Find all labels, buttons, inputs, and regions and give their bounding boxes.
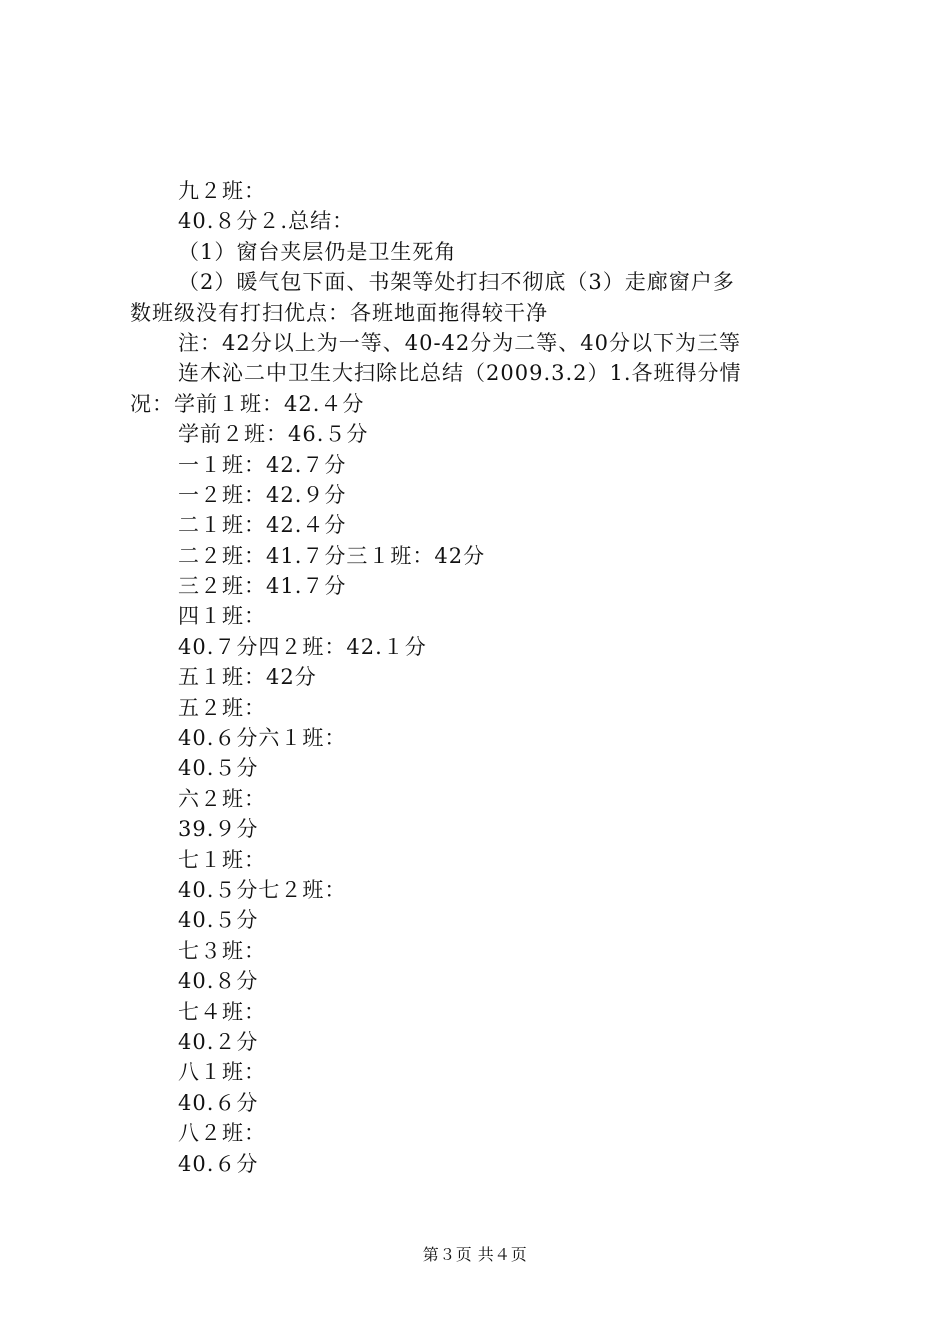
text-line: （2）暖气包下面、书架等处打扫不彻底（3）走廊窗户多 — [178, 270, 735, 295]
text-line: 40.６分 — [178, 1151, 259, 1176]
text-line: 三２班：41.７分 — [178, 574, 347, 599]
text-line: 一１班：42.７分 — [178, 452, 347, 477]
text-line: 40.６分 — [178, 1090, 259, 1115]
text-line: 七３班： — [178, 938, 266, 963]
text-line: 七４班： — [178, 999, 266, 1024]
page-footer: 第３页 共４页 — [422, 1245, 528, 1264]
text-line: 连木沁二中卫生大扫除比总结（2009.3.2）1.各班得分情 — [178, 361, 742, 386]
document-body — [130, 176, 840, 1179]
text-line: 注：42分以上为一等、40-42分为二等、40分以下为三等 — [178, 330, 741, 355]
text-line: （1）窗台夹层仍是卫生死角 — [178, 239, 457, 264]
text-line: 40.７分四２班：42.１分 — [178, 634, 427, 659]
text-line: 六２班： — [178, 786, 266, 811]
text-line: 40.８分 — [178, 969, 259, 994]
text-line: 四１班： — [178, 604, 266, 629]
text-line: 40.５分七２班： — [178, 877, 347, 902]
text-line: 八１班： — [178, 1060, 266, 1085]
text-line: 数班级没有打扫优点：各班地面拖得较干净 — [130, 300, 548, 325]
text-line: 二１班：42.４分 — [178, 513, 347, 538]
text-line: 五１班：42分 — [178, 665, 317, 690]
text-line: 七１班： — [178, 847, 266, 872]
text-line: 况：学前１班：42.４分 — [130, 391, 365, 416]
text-line: 40.５分 — [178, 756, 259, 781]
text-line: 二２班：41.７分三１班：42分 — [178, 543, 486, 568]
text-line: 一２班：42.９分 — [178, 482, 347, 507]
text-line: 八２班： — [178, 1121, 266, 1146]
text-line: 九２班： — [178, 179, 266, 203]
text-line: 40.６分六１班： — [178, 726, 347, 751]
text-line: 学前２班：46.５分 — [178, 422, 369, 447]
text-line: 39.９分 — [178, 817, 259, 842]
text-line: 40.８分２.总结： — [178, 209, 355, 234]
text-line: 五２班： — [178, 695, 266, 720]
text-line: 40.５分 — [178, 908, 259, 933]
text-line: 40.２分 — [178, 1029, 259, 1054]
